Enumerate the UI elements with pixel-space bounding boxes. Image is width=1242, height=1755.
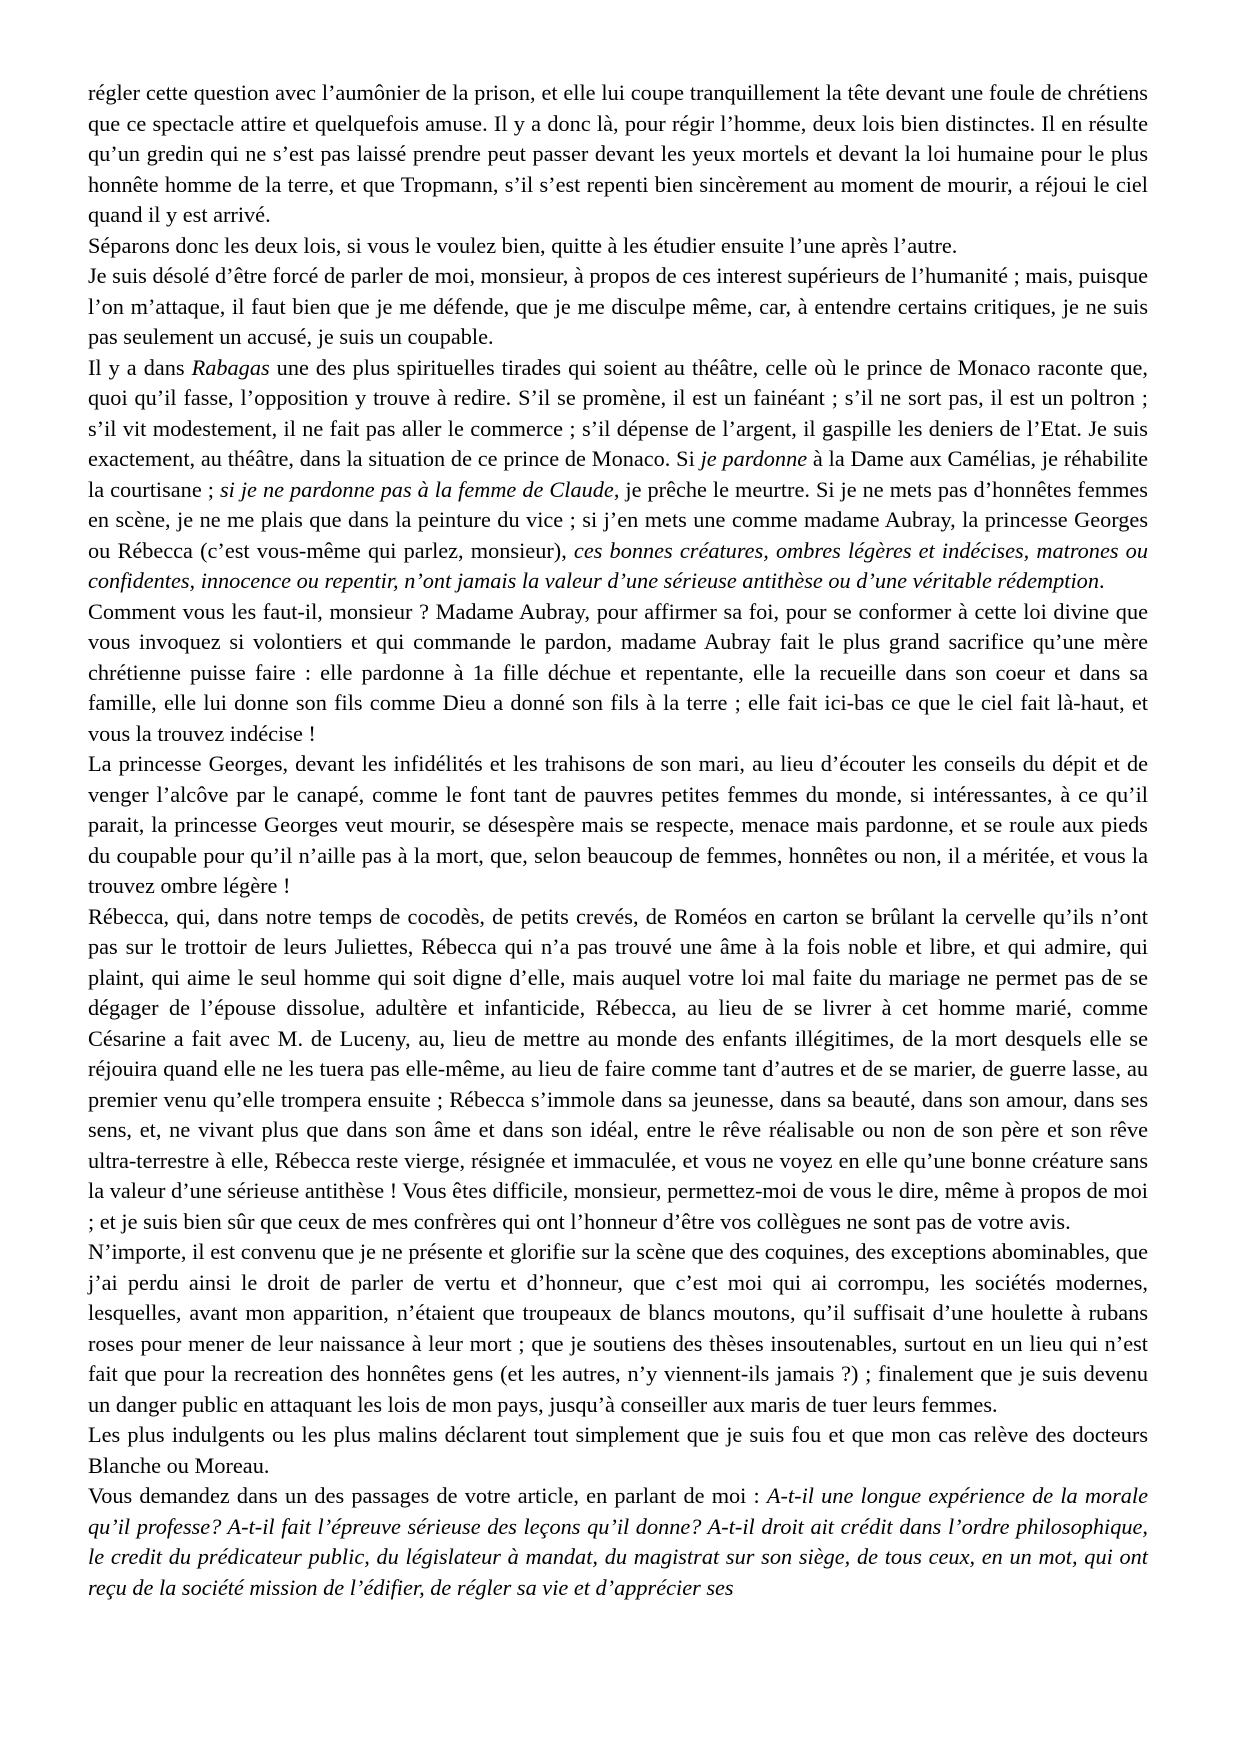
- paragraph: [88, 902, 1148, 1238]
- italic-text-segment: A-t-il une longue expérience de la morale qu’il professe? A-t-il fait l’épreuve sérieuse des leçons qu’il donne? A-t-il droit ait crédit dans l’ordre philosophique, le credit du prédicateur public, du législateur à mandat, du magistrat sur son siège, de tous ceux, en un mot, qui ont reçu de la société mission de l’édifier, de régler sa vie et d’apprécier ses: [88, 1483, 1148, 1600]
- paragraph: [88, 749, 1148, 902]
- text-segment: Les plus indulgents ou les plus malins déclarent tout simplement que je suis fou et que mon cas relève des docteurs Blanche ou Moreau.: [88, 1422, 1148, 1478]
- text-segment: Il y a dans: [88, 354, 192, 380]
- text-segment: à la Dame aux Camélias, je réhabilite la courtisane ;: [88, 446, 1148, 502]
- text-segment: Rébecca, qui, dans notre temps de cocodès, de petits crevés, de Roméos en carton se brûlant la cervelle qu’ils n’ont pas sur le trottoir de leurs Juliettes, Rébecca qui n’a pas trouvé une âme à la fois noble et libre, et qui admire, qui plaint, qui aime le seul homme qui soit digne d’elle, mais auquel votre loi mal faite du mariage ne permet pas de se dégager de l’épouse dissolue, adultère et infanticide, Rébecca, au lieu de se livrer à cet homme marié, comme Césarine a fait avec M. de Luceny, au, lieu de mettre au monde des enfants illégitimes, de la mort desquels elle se réjouira quand elle ne les tuera pas elle-même, au lieu de faire comme tant d’autres et de se marier, de guerre lasse, au premier venu qu’elle trompera ensuite ; Rébecca s’immole dans sa jeunesse, dans sa beauté, dans son amour, dans ses sens, et, ne vivant plus que dans son âme et dans son idéal, entre le rêve réalisable ou non de son père et son rêve ultra-terrestre à elle, Rébecca reste vierge, résignée et immaculée, et vous ne voyez en elle qu’une bonne créature sans la valeur d’une sérieuse antithèse ! Vous êtes difficile, monsieur, permettez-moi de vous le dire, même à propos de moi ; et je suis bien sûr que ceux de mes confrères qui ont l’honneur d’être vos collègues ne sont pas de votre avis.: [88, 903, 1148, 1234]
- paragraph: [88, 1237, 1148, 1420]
- text-segment: , je prêche le meurtre. Si je ne mets pas d’honnêtes femmes en scène, je ne me plais que dans la peinture du vice ; si j’en mets une comme madame Aubray, la princesse Georges ou Rébecca (c’est vous-même qui parlez, monsieur),: [88, 476, 1148, 563]
- text-segment: Séparons donc les deux lois, si vous le voulez bien, quitte à les étudier ensuite l’une après l’autre.: [88, 232, 958, 258]
- text-segment: une des plus spirituelles tirades qui soient au théâtre, celle où le prince de Monaco raconte que, quoi qu’il fasse, l’opposition y trouve à redire. S’il se promène, il est un fainéant ; s’il ne sort pas, il est un poltron ; s’il vit modestement, il ne fait pas aller le commerce ; s’il dépense de l’argent, il gaspille les deniers de l’Etat. Je suis exactement, au théâtre, dans la situation de ce prince de Monaco. Si: [88, 354, 1148, 471]
- document-page: [88, 78, 1148, 1603]
- paragraph: [88, 1420, 1148, 1481]
- text-segment: N’importe, il est convenu que je ne présente et glorifie sur la scène que des coquines, des exceptions abominables, que j’ai perdu ainsi le droit de parler de vertu et d’honneur, que c’est moi qui ai corrompu, les sociétés modernes, lesquelles, avant mon apparition, n’étaient que troupeaux de blancs moutons, qu’il suffisait d’une houlette à rubans roses pour mener de leur naissance à leur mort ; que je soutiens des thèses insoutenables, surtout en un lieu qui n’est fait que pour la recreation des honnêtes gens (et les autres, n’y viennent-ils jamais ?) ; finalement que je suis devenu un danger public en attaquant les lois de mon pays, jusqu’à conseiller aux maris de tuer leurs femmes.: [88, 1239, 1148, 1417]
- paragraph: [88, 78, 1148, 231]
- italic-text-segment: Rabagas: [191, 354, 270, 380]
- italic-text-segment: si je ne pardonne pas à la femme de Claude: [219, 476, 614, 502]
- paragraph: [88, 231, 1148, 262]
- text-segment: Comment vous les faut-il, monsieur ? Madame Aubray, pour affirmer sa foi, pour se conformer à cette loi divine que vous invoquez si volontiers et qui commande le pardon, madame Aubray fait le plus grand sacrifice qu’une mère chrétienne puisse faire : elle pardonne à 1a fille déchue et repentante, elle la recueille dans son coeur et dans sa famille, elle lui donne son fils comme Dieu a donné son fils à la terre ; elle fait ici-bas ce que le ciel fait là-haut, et vous la trouvez indécise !: [88, 598, 1148, 746]
- text-segment: .: [1098, 568, 1105, 593]
- italic-text-segment: je pardonne: [700, 446, 808, 471]
- paragraph: [88, 597, 1148, 750]
- paragraph: [88, 261, 1148, 353]
- text-segment: régler cette question avec l’aumônier de la prison, et elle lui coupe tranquillement la tête devant une foule de chrétiens que ce spectacle attire et quelquefois amuse. Il y a donc là, pour régir l’homme, deux lois bien distinctes. Il en résulte qu’un gredin qui ne s’est pas laissé prendre peut passer devant les yeux mortels et devant la loi humaine pour le plus honnête homme de la terre, et que Tropmann, s’il s’est repenti bien sincèrement au moment de mourir, a réjoui le ciel quand il y est arrivé.: [88, 80, 1148, 227]
- paragraph: [88, 1481, 1148, 1603]
- text-segment: Vous demandez dans un des passages de votre article, en parlant de moi :: [88, 1483, 767, 1508]
- text-segment: Je suis désolé d’être forcé de parler de moi, monsieur, à propos de ces interest supérieurs de l’humanité ; mais, puisque l’on m’attaque, il faut bien que je me défende, que je me disculpe même, car, à entendre certains critiques, je ne suis pas seulement un accusé, je suis un coupable.: [88, 263, 1148, 349]
- paragraph: [88, 353, 1148, 597]
- italic-text-segment: ces bonnes créatures, ombres légères et indécises, matrones ou confidentes, innocence ou repentir, n’ont jamais la valeur d’une sérieuse antithèse ou d’une véritable rédemption: [88, 537, 1148, 593]
- text-segment: La princesse Georges, devant les infidélités et les trahisons de son mari, au lieu d’écouter les conseils du dépit et de venger l’alcôve par le canapé, comme le font tant de pauvres petites femmes du monde, si intéressantes, à ce qu’il parait, la princesse Georges veut mourir, se désespère mais se respecte, menace mais pardonne, et se roule aux pieds du coupable pour qu’il n’aille pas à la mort, que, selon beaucoup de femmes, honnêtes ou non, il a méritée, et vous la trouvez ombre légère !: [88, 751, 1148, 898]
